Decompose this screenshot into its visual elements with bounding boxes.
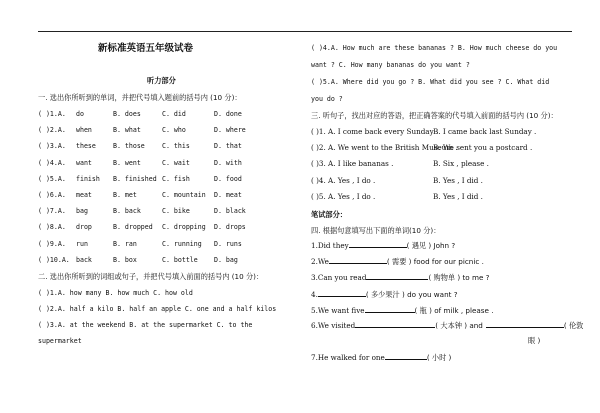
part1-q9-b: B. ran — [113, 239, 137, 248]
part1-q9-c: C. running — [162, 239, 202, 248]
part1-q2-c: C. who — [162, 126, 186, 135]
part4-q2-blank[interactable] — [329, 256, 387, 264]
part3-q5-option-b: B. Yes , I did . — [433, 191, 483, 201]
part4-q4-prefix: 4. — [311, 289, 318, 299]
part1-q7-b: B. back — [113, 207, 141, 216]
part1-q8-paren: ( )8.A. — [38, 223, 66, 232]
part3-q4-option-a: ( )4. A. Yes , I do . — [311, 175, 376, 185]
part4-question-4 — [311, 289, 458, 299]
q5-line-1: ( )5.A. Where did you go ? B. What did you see ? C. What did — [311, 78, 550, 86]
part4-q5-blank[interactable] — [365, 305, 415, 313]
part4-q3-suffix: ( 购物单 ) to me ? — [428, 273, 490, 283]
part4-q1-suffix: ( 遇见 ) John ? — [406, 241, 456, 250]
part4-q3-prefix: 3.Can you read — [311, 273, 367, 283]
q6-wrap: 眼 ) — [528, 336, 541, 345]
part4-question-2 — [311, 256, 484, 266]
part3-q5-option-a: ( )5. A. Yes , I do . — [311, 191, 376, 201]
part1-q8-d: D. drops — [214, 223, 246, 232]
part4-question-5 — [311, 305, 494, 315]
part1-q2-b: B. what — [113, 126, 141, 135]
q6-blank-1[interactable] — [355, 320, 435, 328]
part1-q1-d: D. done — [214, 110, 242, 118]
part1-q1-paren: ( )1.A. — [38, 110, 66, 118]
part4-question-3 — [311, 272, 490, 282]
part1-q10-b: B. box — [113, 255, 137, 264]
part3-q2-option-b: B. We sent you a postcard . — [433, 143, 533, 153]
q6-prefix: 6.We visited — [311, 321, 356, 330]
part1-q4-a: want — [76, 158, 92, 167]
q6-blank-2[interactable] — [486, 320, 564, 328]
part4-q5-suffix: ( 瓶 ) of milk , please . — [414, 305, 494, 315]
q5-line-2: you do ? — [311, 95, 343, 103]
part1-q3-a: these — [76, 142, 96, 151]
part1-q8-a: drop — [76, 223, 92, 232]
part1-q5-paren: ( )5.A. — [38, 174, 66, 183]
part1-q7-c: C. bike — [162, 207, 190, 216]
part1-q5-a: finish — [76, 174, 100, 183]
part1-q4-c: C. wait — [162, 158, 190, 167]
part1-q9-a: run — [76, 239, 88, 248]
q4-line-1: ( )4.A. How much are these bananas ? B. How much cheese do you — [311, 44, 558, 52]
part4-q4-blank[interactable] — [318, 289, 366, 297]
part1-q1-b: B. does — [113, 110, 141, 118]
part1-q1-c: C. did — [162, 110, 186, 118]
part4-question-6 — [311, 320, 583, 330]
part4-q2-prefix: 2.We — [311, 257, 329, 267]
q4-line-2: want ? C. How many bananas do you want ? — [311, 61, 470, 69]
part1-q9-paren: ( )9.A. — [38, 239, 66, 248]
part1-q7-a: bag — [76, 207, 88, 216]
part1-q5-b: B. finished — [113, 174, 157, 183]
part1-q6-a: meat — [76, 191, 92, 199]
part1-q1-a: do — [76, 110, 84, 118]
part4-q5-prefix: 5.We want five — [311, 305, 365, 315]
part1-q6-b: B. met — [113, 191, 137, 199]
part2-question-3-wrap: supermarket — [38, 337, 82, 345]
part3-q2-option-a: ( )2. A. We went to the British Museum . — [311, 143, 458, 153]
part1-q4-d: D. with — [214, 158, 242, 167]
part1-q10-a: back — [76, 255, 92, 264]
part4-question-7 — [311, 352, 451, 362]
top-rule — [38, 31, 572, 32]
part1-q10-d: D. bag — [214, 255, 238, 264]
q7-suffix: ( 小时 ) — [426, 353, 452, 362]
part3-q1-option-a: ( )1. A. I come back every Sunday . — [311, 127, 439, 136]
part1-instruction: 一. 选出你所听到的单词，并把代号填入题前的括号内 (10 分)： — [38, 93, 242, 102]
part2-question-2: ( )2.A. half a kilo B. half an apple C. one and a half kilos — [38, 305, 277, 313]
part2-question-3: ( )3.A. at the weekend B. at the supermarket C. to the — [38, 321, 253, 329]
part2-question-1: ( )1.A. how many B. how much C. how old — [38, 289, 193, 297]
part3-q3-option-b: B. Six , please . — [433, 159, 489, 169]
part4-q3-blank[interactable] — [366, 272, 428, 280]
part1-q3-b: B. those — [113, 142, 145, 151]
part1-q3-paren: ( )3.A. — [38, 142, 66, 151]
q7-blank[interactable] — [385, 352, 427, 360]
page-title: 新标准英语五年级试卷 — [98, 43, 194, 54]
part1-q9-d: D. runs — [214, 239, 242, 248]
part1-q5-c: C. fish — [162, 174, 190, 183]
part4-q1-prefix: 1.Did they — [311, 241, 349, 250]
part4-q2-suffix: ( 需要 ) food for our picnic . — [386, 257, 484, 267]
part3-q4-option-b: B. Yes , I did . — [433, 175, 483, 185]
part3-q3-option-a: ( )3. A. I like bananas . — [311, 159, 394, 169]
q7-prefix: 7.He walked for one — [311, 353, 385, 362]
part1-q6-paren: ( )6.A. — [38, 191, 66, 199]
part1-q3-d: D. that — [214, 142, 242, 151]
part1-q3-c: C. this — [162, 142, 190, 151]
part1-q6-d: D. meat — [214, 191, 242, 199]
part4-question-1 — [311, 240, 455, 250]
part1-q4-b: B. went — [113, 158, 141, 167]
part3-instruction: 三. 听句子，找出对应的答语，把正确答案的代号填入前面的括号内 (10 分)： — [311, 111, 558, 120]
part4-q4-suffix: ( 多少果汁 ) do you want ? — [365, 289, 458, 299]
part1-q10-paren: ( )10.A. — [38, 255, 70, 264]
part2-instruction: 二. 选出你所听到的词组或句子，并把代号填入前面的括号内 (10 分)： — [38, 272, 264, 281]
part1-q7-d: D. black — [214, 207, 246, 216]
part1-q2-a: when — [76, 126, 92, 135]
part1-q8-c: C. dropping — [162, 223, 206, 232]
part1-q7-paren: ( )7.A. — [38, 207, 66, 216]
section-writing-heading: 笔试部分： — [311, 210, 347, 219]
part4-instruction: 四. 根据句意填写出下面的单词(10 分)： — [311, 226, 441, 235]
q6-middle: ( 大本钟 ) and — [435, 321, 483, 330]
section-listening-heading: 听力部分 — [147, 76, 176, 85]
part1-q6-c: C. mountain — [162, 191, 206, 199]
part1-q2-paren: ( )2.A. — [38, 126, 66, 135]
part1-q4-paren: ( )4.A. — [38, 158, 66, 167]
part1-q10-c: C. bottle — [162, 255, 198, 264]
part1-q8-b: B. dropped — [113, 223, 153, 232]
part1-q5-d: D. food — [214, 174, 242, 183]
part1-q2-d: D. where — [214, 126, 246, 135]
part4-q1-blank[interactable] — [349, 240, 407, 248]
part3-q1-option-b: B. I came back last Sunday . — [433, 127, 537, 136]
q6-suffix: ( 伦敦 — [563, 321, 584, 330]
